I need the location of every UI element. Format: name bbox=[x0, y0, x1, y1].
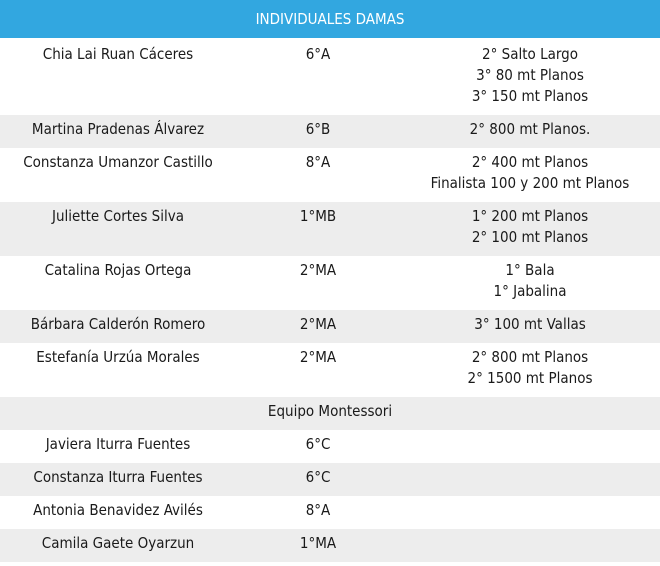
team-member-course: 6°C bbox=[236, 463, 400, 496]
team-member-course: 8°A bbox=[305, 501, 331, 519]
athlete-course: 6°A bbox=[305, 45, 331, 63]
result-line: 3° 100 mt Vallas bbox=[474, 315, 586, 333]
team-member-course: 1°MA bbox=[236, 529, 400, 562]
athlete-name: Catalina Rojas Ortega bbox=[44, 261, 192, 279]
athlete-name: Constanza Umanzor Castillo bbox=[23, 153, 213, 171]
athlete-course: 2°MA bbox=[299, 261, 337, 279]
result-line: 1° Bala bbox=[505, 261, 555, 279]
athlete-course: 6°B bbox=[236, 115, 400, 148]
athlete-name: Martina Pradenas Álvarez bbox=[0, 115, 236, 148]
athlete-name: Chia Lai Ruan Cáceres bbox=[42, 45, 194, 63]
team-member-name: Javiera Iturra Fuentes bbox=[45, 435, 191, 453]
athlete-results bbox=[400, 202, 660, 256]
table-row bbox=[0, 148, 660, 202]
result-line: 2° 100 mt Planos bbox=[471, 228, 589, 246]
athlete-results bbox=[400, 148, 660, 202]
athlete-results bbox=[400, 39, 660, 115]
result-line: 2° 1500 mt Planos bbox=[467, 369, 593, 387]
result-line: 2° 400 mt Planos bbox=[471, 153, 589, 171]
result-line: 2° 800 mt Planos bbox=[471, 348, 589, 366]
empty-cell bbox=[400, 529, 660, 562]
result-line: 3° 150 mt Planos bbox=[471, 87, 589, 105]
empty-cell bbox=[400, 463, 660, 496]
table-row bbox=[0, 202, 660, 256]
empty-cell bbox=[400, 430, 660, 463]
team-section-title: Equipo Montessori bbox=[0, 397, 660, 430]
result-line: Finalista 100 y 200 mt Planos bbox=[430, 174, 630, 192]
team-member-name: Camila Gaete Oyarzun bbox=[0, 529, 236, 562]
athlete-name: Juliette Cortes Silva bbox=[0, 202, 236, 256]
result-line: 1° 200 mt Planos bbox=[471, 207, 589, 225]
athlete-results bbox=[400, 256, 660, 310]
athlete-results bbox=[400, 115, 660, 148]
athlete-course: 2°MA bbox=[299, 348, 337, 366]
table-row bbox=[0, 115, 660, 148]
result-line: 2° Salto Largo bbox=[482, 45, 578, 63]
athlete-course: 2°MA bbox=[236, 310, 400, 343]
athlete-course: 8°A bbox=[305, 153, 331, 171]
table-row bbox=[0, 496, 660, 529]
result-line: 2° 800 mt Planos. bbox=[469, 120, 591, 138]
table-row bbox=[0, 310, 660, 343]
team-section-row bbox=[0, 397, 660, 430]
athlete-results bbox=[400, 343, 660, 397]
athlete-results bbox=[400, 310, 660, 343]
table-title: INDIVIDUALES DAMAS bbox=[0, 0, 660, 39]
table-row bbox=[0, 529, 660, 562]
table-row bbox=[0, 343, 660, 397]
table-row bbox=[0, 463, 660, 496]
empty-cell bbox=[400, 496, 660, 529]
team-member-name: Antonia Benavidez Avilés bbox=[33, 501, 203, 519]
athlete-name: Estefanía Urzúa Morales bbox=[36, 348, 200, 366]
athlete-course: 1°MB bbox=[236, 202, 400, 256]
team-member-name: Constanza Iturra Fuentes bbox=[0, 463, 236, 496]
result-line: 3° 80 mt Planos bbox=[476, 66, 584, 84]
table-row bbox=[0, 256, 660, 310]
result-line: 1° Jabalina bbox=[493, 282, 567, 300]
team-member-course: 6°C bbox=[305, 435, 331, 453]
table-header-row bbox=[0, 0, 660, 39]
table-row bbox=[0, 430, 660, 463]
athlete-name: Bárbara Calderón Romero bbox=[0, 310, 236, 343]
table-row bbox=[0, 39, 660, 115]
